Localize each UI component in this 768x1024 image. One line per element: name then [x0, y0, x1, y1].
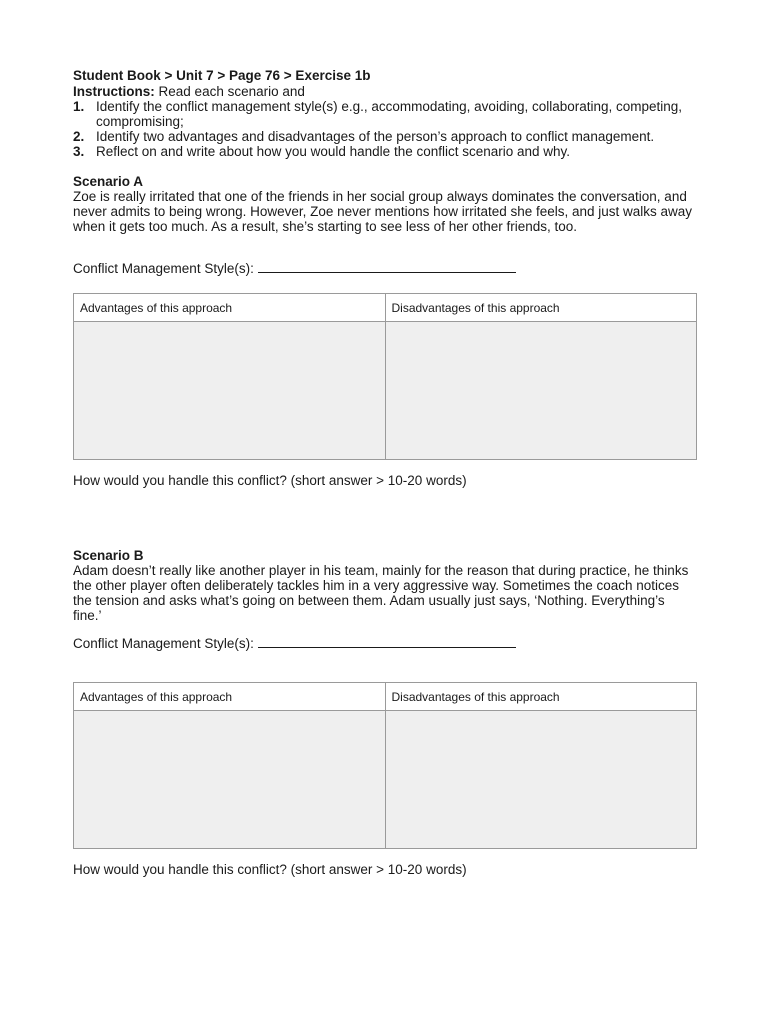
- instructions-line: [73, 84, 697, 99]
- scenario-title: Scenario A: [73, 174, 144, 189]
- step-text: Reflect on and write about how you would handle the conflict scenario and why.: [96, 144, 571, 159]
- step-number: 1.: [73, 99, 85, 114]
- scenario-b-section: [73, 548, 697, 623]
- handle-prompt: How would you handle this conflict? (short answer > 10-20 words): [73, 473, 467, 488]
- advantages-header: Advantages of this approach: [74, 294, 386, 322]
- instruction-step: [73, 144, 697, 159]
- scenario-description: Adam doesn’t really like another player in his team, mainly for the reason that during practice, he thinks the other player often deliberately tackles him in a very aggressive way. Sometimes the coach notices the tension and asks what’s going on between them. Adam usually just says, ‘Nothing. Everything’s fine.’: [73, 563, 689, 623]
- instruction-steps: [73, 99, 697, 159]
- handle-prompt: How would you handle this conflict? (short answer > 10-20 words): [73, 862, 467, 877]
- scenario-title: Scenario B: [73, 548, 144, 563]
- scenario-a-style-row: [73, 261, 697, 277]
- style-label: Conflict Management Style(s):: [73, 636, 254, 651]
- disadvantages-answer-cell[interactable]: [385, 322, 697, 460]
- scenario-a-handle-row: [73, 473, 697, 489]
- style-answer-blank[interactable]: [258, 636, 516, 648]
- scenario-a-section: [73, 174, 697, 234]
- instructions-text: Read each scenario and: [158, 84, 305, 99]
- breadcrumb: Student Book > Unit 7 > Page 76 > Exercise 1b: [73, 68, 371, 83]
- scenario-a-table-wrap: [73, 293, 697, 460]
- style-line: [73, 636, 697, 652]
- step-text: Identify the conflict management style(s) e.g., accommodating, avoiding, collaborating, competing, compromising;: [96, 99, 683, 129]
- instructions-label: Instructions:: [73, 84, 155, 99]
- step-text: Identify two advantages and disadvantages of the person’s approach to conflict management.: [96, 129, 655, 144]
- disadvantages-header: Disadvantages of this approach: [385, 683, 697, 711]
- instructions-section: [73, 68, 697, 159]
- scenario-b-style-row: [73, 636, 697, 652]
- advantages-answer-cell[interactable]: [74, 711, 386, 849]
- style-label: Conflict Management Style(s):: [73, 261, 254, 276]
- step-number: 3.: [73, 144, 85, 159]
- advantages-table: [73, 682, 697, 849]
- step-number: 2.: [73, 129, 85, 144]
- instruction-step: [73, 129, 697, 144]
- disadvantages-answer-cell[interactable]: [385, 711, 697, 849]
- style-line: [73, 261, 697, 277]
- advantages-table: [73, 293, 697, 460]
- disadvantages-header: Disadvantages of this approach: [385, 294, 697, 322]
- scenario-description: Zoe is really irritated that one of the friends in her social group always dominates the conversation, and never admits to being wrong. However, Zoe never mentions how irritated she feels, and just walks away when it gets too much. As a result, she’s starting to see less of her other friends, too.: [73, 189, 693, 234]
- scenario-b-table-wrap: [73, 682, 697, 849]
- instruction-step: [73, 99, 697, 129]
- advantages-header: Advantages of this approach: [74, 683, 386, 711]
- style-answer-blank[interactable]: [258, 261, 516, 273]
- scenario-b-handle-row: [73, 862, 697, 878]
- advantages-answer-cell[interactable]: [74, 322, 386, 460]
